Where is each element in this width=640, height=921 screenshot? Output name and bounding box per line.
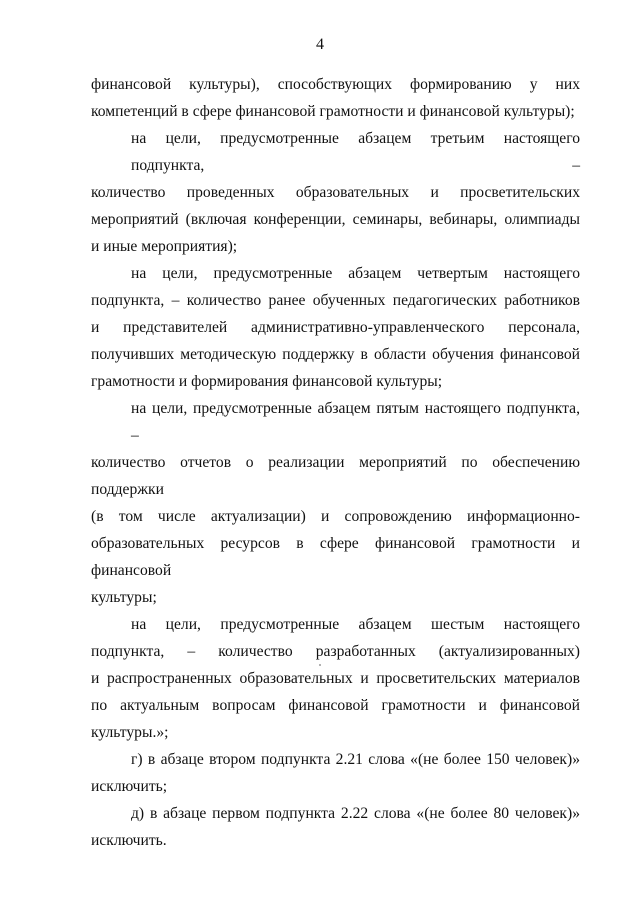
text-line: мероприятий (включая конференции, семинары, вебинары, олимпиады xyxy=(91,211,580,228)
text-line: количество проведенных образовательных и просветительских xyxy=(91,184,580,201)
text-line: подпункта, – количество ранее обученных педагогических работников xyxy=(91,292,580,309)
paragraph-3 xyxy=(91,260,580,395)
text-line: грамотности и формирования финансовой культуры; xyxy=(91,373,443,390)
text-line: по актуальным вопросам финансовой грамотности и финансовой xyxy=(91,697,580,714)
scan-speck xyxy=(319,664,321,666)
paragraph-7 xyxy=(91,800,580,854)
text-line: подпункта, – количество разработанных (актуализированных) xyxy=(91,643,580,660)
text-line: компетенций в сфере финансовой грамотности и финансовой культуры); xyxy=(91,103,575,120)
text-line: финансовой культуры), способствующих формированию у них xyxy=(91,76,580,93)
text-line: на цели, предусмотренные абзацем пятым настоящего подпункта, – xyxy=(131,400,580,444)
paragraph-1 xyxy=(91,71,580,125)
text-line: получивших методическую поддержку в области обучения финансовой xyxy=(91,346,580,363)
paragraph-4 xyxy=(91,395,580,611)
text-line: образовательных ресурсов в сфере финансовой грамотности и финансовой xyxy=(91,535,580,579)
text-line: исключить. xyxy=(91,832,167,849)
text-line: на цели, предусмотренные абзацем четвертым настоящего xyxy=(131,265,580,282)
text-line: исключить; xyxy=(91,778,168,795)
text-line: (в том числе актуализации) и сопровождению информационно- xyxy=(91,508,580,525)
text-line: на цели, предусмотренные абзацем третьим настоящего подпункта, – xyxy=(131,130,580,174)
text-line: д) в абзаце первом подпункта 2.22 слова «(не более 80 человек)» xyxy=(131,805,580,822)
text-line: г) в абзаце втором подпункта 2.21 слова «(не более 150 человек)» xyxy=(131,751,580,768)
paragraph-6 xyxy=(91,746,580,800)
text-line: и распространенных образовательных и просветительских материалов xyxy=(91,670,580,687)
paragraph-5 xyxy=(91,611,580,746)
text-line: на цели, предусмотренные абзацем шестым настоящего xyxy=(131,616,580,633)
page-number: 4 xyxy=(316,36,324,53)
text-line: количество отчетов о реализации мероприятий по обеспечению поддержки xyxy=(91,454,580,498)
text-line: культуры.»; xyxy=(91,724,169,741)
text-line: культуры; xyxy=(91,589,157,606)
document-body xyxy=(91,71,580,854)
paragraph-2 xyxy=(91,125,580,260)
text-line: и иные мероприятия); xyxy=(91,238,238,255)
text-line: и представителей административно-управленческого персонала, xyxy=(91,319,580,336)
